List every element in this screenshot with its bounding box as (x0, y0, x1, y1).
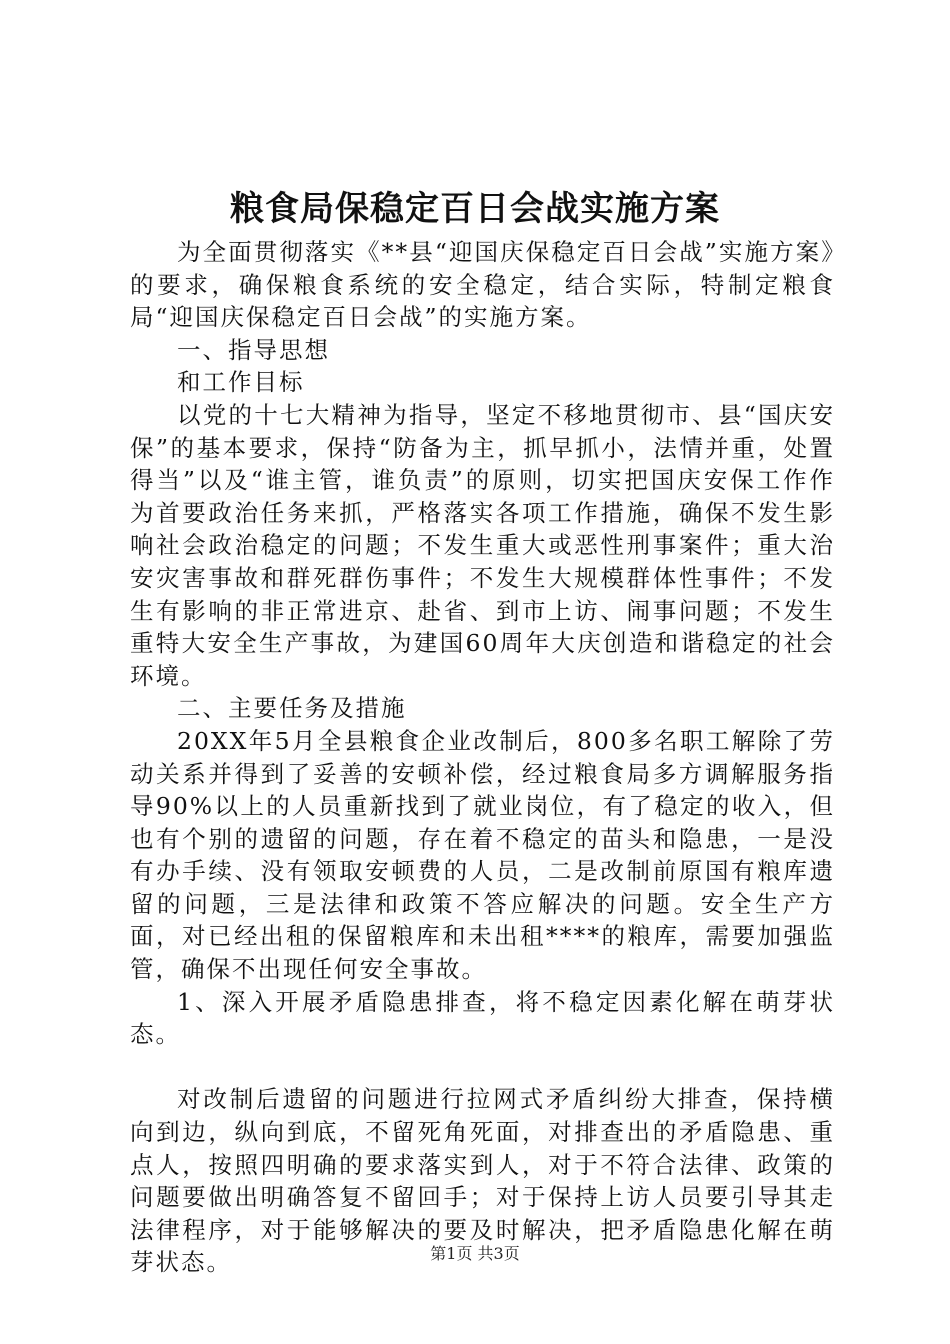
section-heading-1: 一、指导思想 (177, 335, 330, 364)
main-tasks-paragraph: 20XX年5月全县粮食企业改制后，800多名职工解除了劳动关系并得到了妥善的安顿补偿，经过粮食局多方调解服务指导90%以上的人员重新找到了就业岗位，有了稳定的收入，但也有个别的遗留的问题，存在着不稳定的苗头和隐患，一是没有办手续、没有领取安顿费的人员，二是改制前原国有粮库遗留的问题，三是法律和政策不答应解决的问题。安全生产方面，对已经出租的保留粮库和未出租****的粮库，需要加强监管，确保不出现任何安全事故。 (130, 726, 835, 984)
guiding-thought-paragraph: 以党的十七大精神为指导，坚定不移地贯彻市、县“国庆安保”的基本要求，保持“防备为主，抓早抓小，法情并重，处置得当”以及“谁主管，谁负责”的原则，切实把国庆安保工作作为首要政治任务来抓，严格落实各项工作措施，确保不发生影响社会政治稳定的问题；不发生重大或恶性刑事案件；重大治安灾害事故和群死群伤事件；不发生大规模群体性事件；不发生有影响的非正常进京、赴省、到市上访、闹事问题；不发生重特大安全生产事故，为建国60周年大庆创造和谐稳定的社会环境。 (130, 400, 835, 690)
subsection-heading-1: 1、深入开展矛盾隐患排查，将不稳定因素化解在萌芽状态。 (130, 987, 835, 1049)
intro-paragraph: 为全面贯彻落实《**县“迎国庆保稳定百日会战”实施方案》的要求，确保粮食系统的安全稳定，结合实际，特制定粮食局“迎国庆保稳定百日会战”的实施方案。 (130, 238, 835, 332)
section-heading-1-continued: 和工作目标 (177, 368, 305, 397)
subsection-1-paragraph: 对改制后遗留的问题进行拉网式矛盾纠纷大排查，保持横向到边，纵向到底，不留死角死面，对排查出的矛盾隐患、重点人，按照四明确的要求落实到人，对于不符合法律、政策的问题要做出明确答复不留回手；对于保持上访人员要引导其走法律程序，对于能够解决的要及时解决，把矛盾隐患化解在萌芽状态。 (130, 1085, 835, 1277)
page-footer: 第1页 共3页 (430, 1244, 520, 1263)
section-heading-2: 二、主要任务及措施 (177, 694, 407, 723)
document-title: 粮食局保稳定百日会战实施方案 (230, 189, 720, 229)
document-body (130, 236, 835, 1279)
